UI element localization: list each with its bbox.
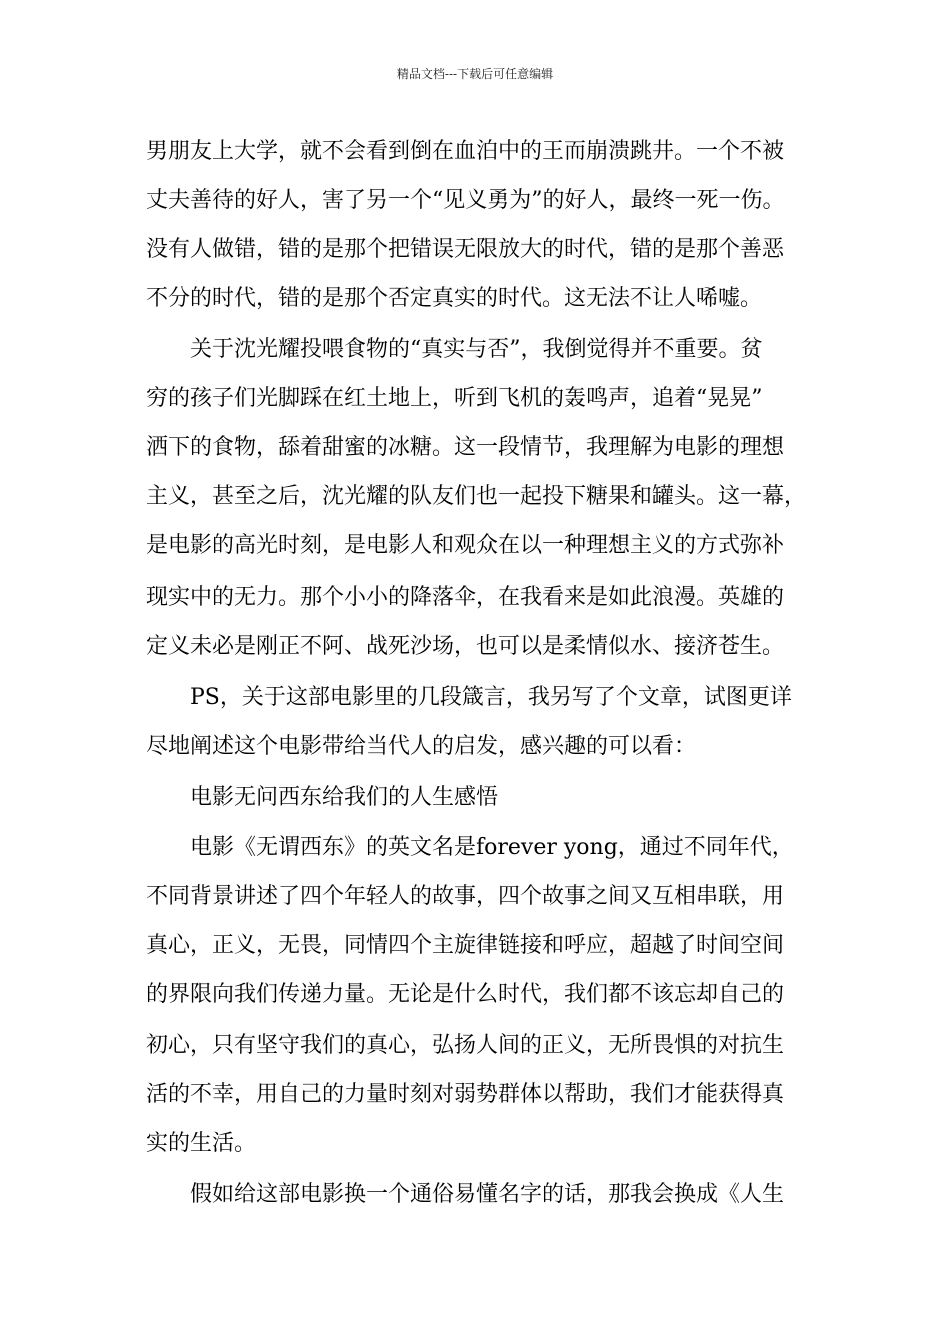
paragraph-line: 主义，甚至之后，沈光耀的队友们也一起投下糖果和罐头。这一幕， <box>146 484 807 509</box>
paragraph-line: 是电影的高光时刻，是电影人和观众在以一种理想主义的方式弥补 <box>146 533 785 558</box>
section-heading: 电影无问西东给我们的人生感悟 <box>190 785 499 810</box>
paragraph-line: 不分的时代，错的是那个否定真实的时代。这无法不让人唏嘘。 <box>146 286 763 311</box>
paragraph-line: 关于沈光耀投喂食物的“真实与否”，我倒觉得并不重要。贫 <box>190 337 763 362</box>
paragraph-line: 活的不幸，用自己的力量时刻对弱势群体以帮助，我们才能获得真 <box>146 1082 785 1107</box>
paragraph-line: 定义未必是刚正不阿、战死沙场，也可以是柔情似水、接济苍生。 <box>146 634 785 659</box>
paragraph-line: 没有人做错，错的是那个把错误无限放大的时代，错的是那个善恶 <box>146 237 785 262</box>
paragraph-line: 穷的孩子们光脚踩在红土地上，听到飞机的轰鸣声，追着“晃晃” <box>146 386 763 411</box>
page-header: 精品文档---下载后可任意编辑 <box>396 67 554 81</box>
paragraph-line: 假如给这部电影换一个通俗易懂名字的话，那我会换成《人生 <box>190 1182 785 1207</box>
paragraph-line: 真心，正义，无畏，同情四个主旋律链接和呼应，超越了时间空间 <box>146 933 785 958</box>
paragraph-line: 现实中的无力。那个小小的降落伞，在我看来是如此浪漫。英雄的 <box>146 585 785 610</box>
paragraph-line: 男朋友上大学，就不会看到倒在血泊中的王而崩溃跳井。一个不被 <box>146 139 785 164</box>
paragraph-line: 不同背景讲述了四个年轻人的故事，四个故事之间又互相串联，用 <box>146 884 785 909</box>
paragraph-line: 初心，只有坚守我们的真心，弘扬人间的正义，无所畏惧的对抗生 <box>146 1033 785 1058</box>
paragraph-line: 电影《无谓西东》的英文名是forever yong，通过不同年代， <box>190 835 794 860</box>
paragraph-line: 实的生活。 <box>146 1131 257 1156</box>
paragraph-line: PS，关于这部电影里的几段箴言，我另写了个文章，试图更详 <box>190 685 792 710</box>
paragraph-line: 丈夫善待的好人，害了另一个“见义勇为”的好人，最终一死一伤。 <box>146 188 785 213</box>
paragraph-line: 尽地阐述这个电影带给当代人的启发，感兴趣的可以看： <box>146 734 697 759</box>
paragraph-line: 洒下的食物，舔着甜蜜的冰糖。这一段情节，我理解为电影的理想 <box>146 435 785 460</box>
paragraph-line: 的界限向我们传递力量。无论是什么时代，我们都不该忘却自己的 <box>146 982 785 1007</box>
